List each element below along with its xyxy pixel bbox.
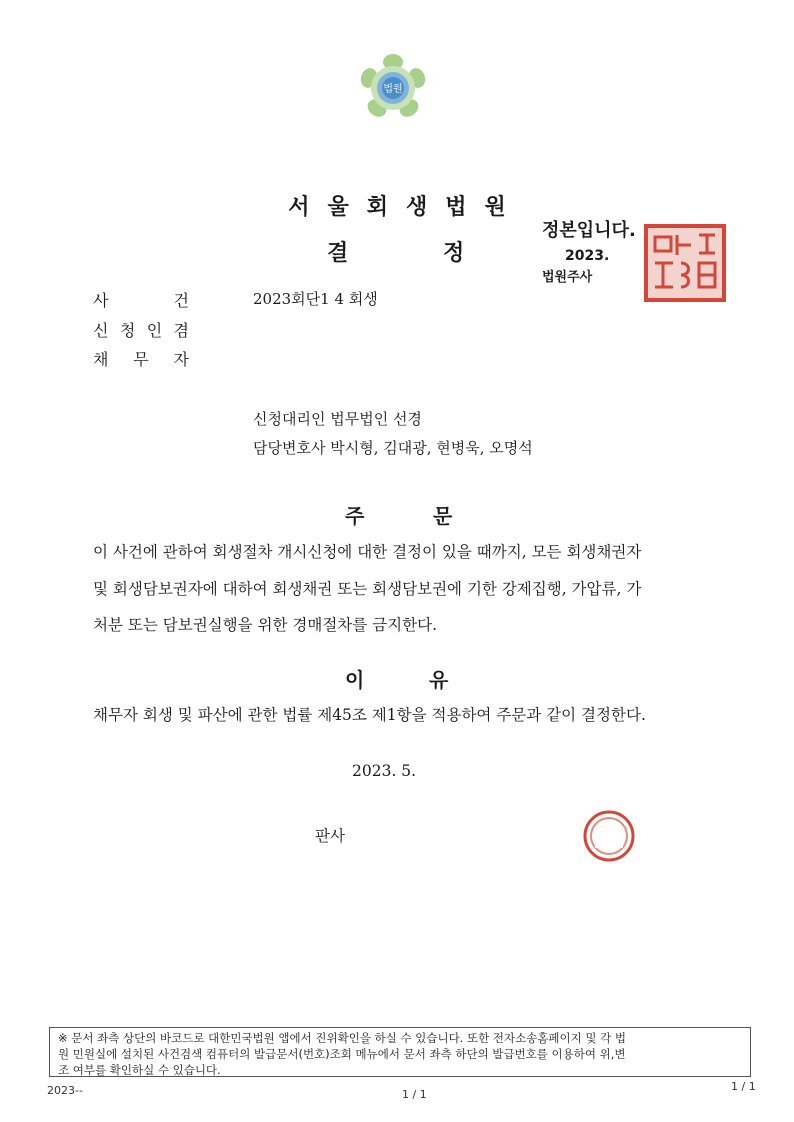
order-line-3: 처분 또는 담보권실행을 위한 경매절차를 금지한다. xyxy=(93,616,437,634)
order-line-1: 이 사건에 관하여 회생절차 개시신청에 대한 결정이 있을 때까지, 모든 회생채권자 xyxy=(93,543,642,561)
court-seal-icon xyxy=(643,223,727,303)
notice-line-2: 원 민원실에 설치된 사건검색 컴퓨터의 발급문서(번호)조회 메뉴에서 문서 좌측 하단의 발급번호를 이용하여 위,변 xyxy=(58,1047,626,1061)
representative-lawyers: 담당변호사 박시형, 김대광, 현병욱, 오명석 xyxy=(253,439,533,457)
judge-label: 판사 xyxy=(315,827,345,845)
page-number-center: 1 / 1 xyxy=(402,1088,427,1101)
certified-date: 2023. xyxy=(565,248,610,264)
reason-text: 채무자 회생 및 파산에 관한 법률 제45조 제1항을 적용하여 주문과 같이 결정한다. xyxy=(93,706,646,724)
page-number-right: 1 / 1 xyxy=(731,1080,756,1093)
court-emblem-icon xyxy=(357,52,429,124)
reason-heading-char-2: 유 xyxy=(429,668,449,692)
certified-copy-text: 정본입니다. xyxy=(542,220,636,241)
party-label-case: 사 건 xyxy=(93,291,189,310)
doc-title-char-1: 결 xyxy=(327,240,349,266)
doc-title-char-2: 정 xyxy=(443,240,465,266)
order-heading-char-2: 문 xyxy=(433,504,453,528)
issue-number: 2023-- xyxy=(47,1084,83,1097)
case-number: 2023회단1 4 회생 xyxy=(253,290,378,308)
party-label-applicant: 신 청 인 겸 xyxy=(93,321,189,340)
judge-seal-icon xyxy=(581,808,637,864)
order-heading-char-1: 주 xyxy=(345,504,365,528)
order-line-2: 및 회생담보권자에 대하여 회생채권 또는 회생담보권에 기한 강제집행, 가압류, 가 xyxy=(93,580,642,598)
emblem-label: 법원 xyxy=(383,84,403,95)
court-name: 서울회생법원 xyxy=(288,194,524,220)
notice-line-1: ※ 문서 좌측 상단의 바코드로 대한민국법원 앱에서 진위확인을 하실 수 있습니다. 또한 전자소송홈페이지 및 각 법 xyxy=(58,1031,627,1045)
authenticity-notice xyxy=(49,1027,751,1077)
representative-firm: 신청대리인 법무법인 선경 xyxy=(253,410,422,428)
court-officer-title: 법원주사 xyxy=(542,270,593,285)
decision-date: 2023. 5. xyxy=(352,762,417,780)
party-label-debtor: 채 무 자 xyxy=(93,350,189,369)
reason-heading-char-1: 이 xyxy=(345,668,365,692)
notice-line-3: 조 여부를 확인하실 수 있습니다. xyxy=(58,1063,221,1077)
